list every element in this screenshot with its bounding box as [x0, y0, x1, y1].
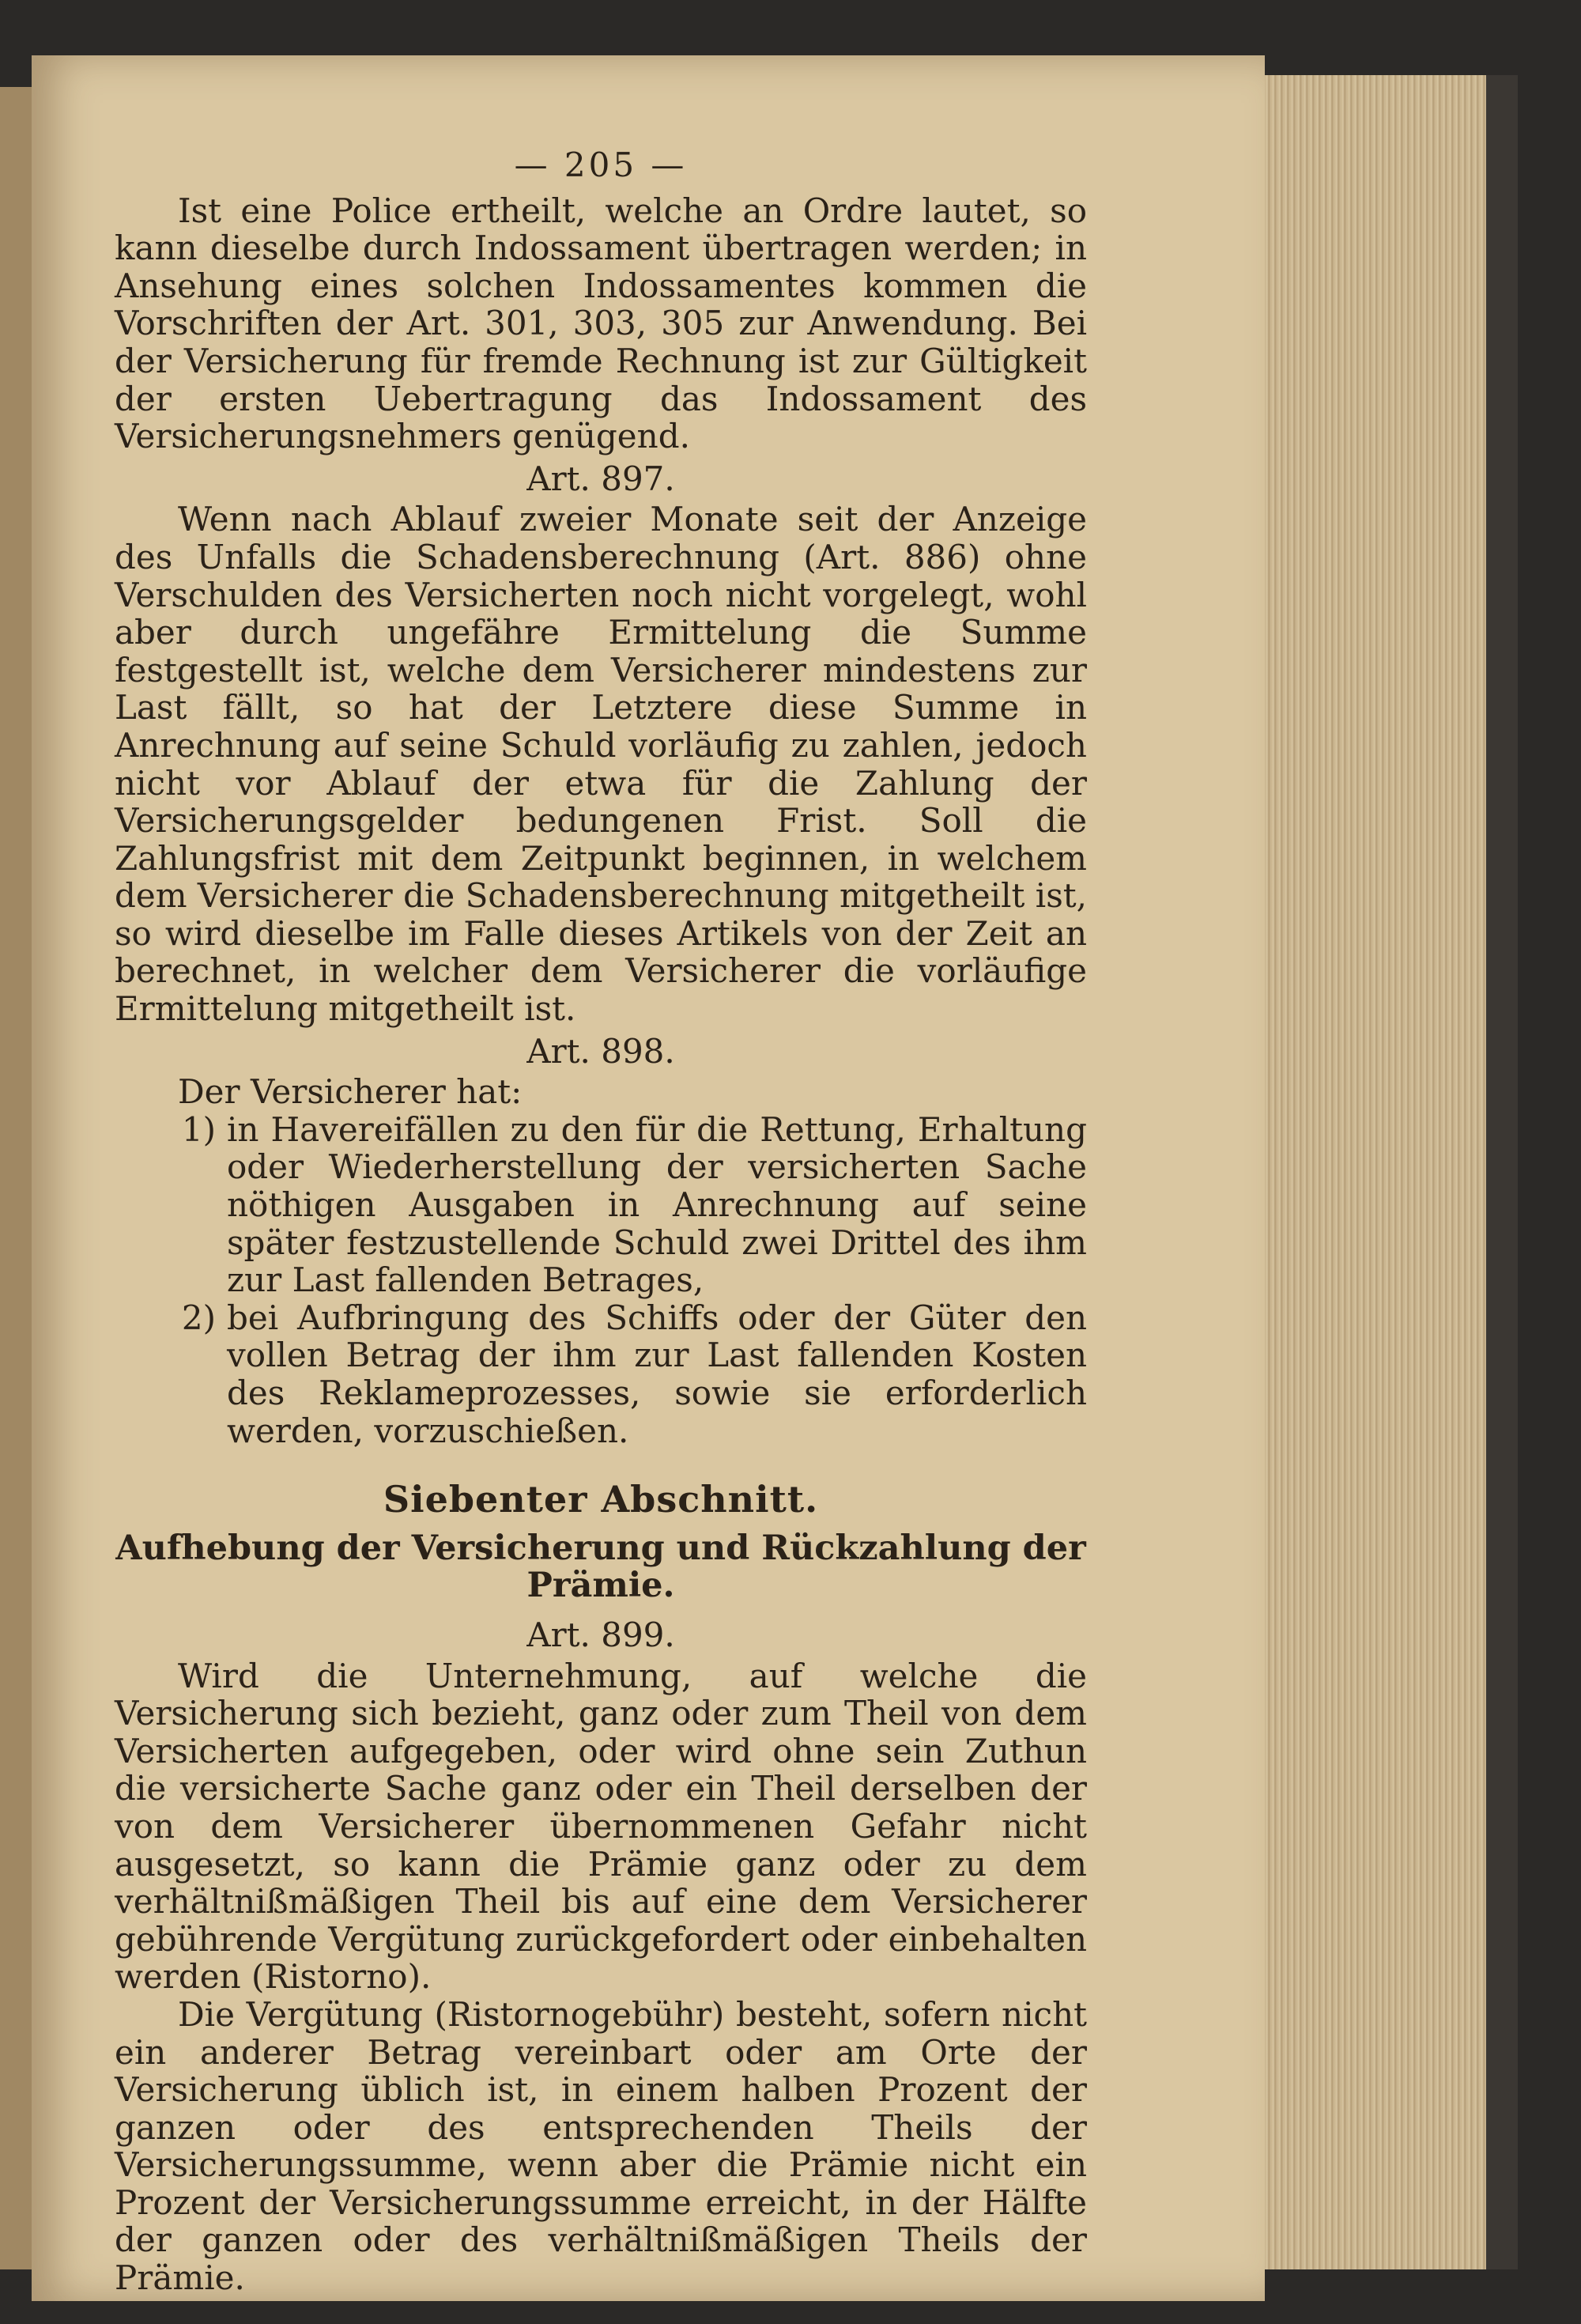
- article-heading-898: Art. 898.: [526, 1031, 675, 1071]
- article-heading-897: Art. 897.: [526, 459, 675, 498]
- page-number: — 205 —: [514, 145, 688, 184]
- paragraph-art-899-a: Wird die Unternehmung, auf welche die Versicherung sich bezieht, ganz oder zum Theil von dem Versicherten aufgegeben, oder wird ohne sein Zuthun die versicherte Sache ganz oder ein Theil derselben der von dem Versicherer übernommenen Gefahr nicht ausgesetzt, so kann die Prämie ganz oder zu dem verhältnißmäßigen Theil bis auf eine dem Versicherer gebührende Vergütung zurückgefordert oder einbehalten werden (Ristorno).: [115, 1656, 1087, 1997]
- list-item-text: bei Aufbringung des Schiffs oder der Güter den vollen Betrag der ihm zur Last fallenden Kosten des Reklameprozesses, sowie sie erforderlich werden, vorzuschießen.: [227, 1298, 1087, 1450]
- list-item-text: in Havereifällen zu den für die Rettung, Erhaltung oder Wiederherstellung der versicherten Sache nöthigen Ausgaben in Anrechnung auf seine später festzustellende Schuld zwei Drittel des ihm zur Last fallenden Betrages,: [227, 1109, 1087, 1300]
- page-text: [115, 146, 1087, 2297]
- list-item-number: 2): [181, 1298, 216, 1337]
- list-item: [115, 1299, 1087, 1449]
- list-item-number: 1): [181, 1109, 216, 1149]
- page-stack-edges: [1265, 75, 1502, 2269]
- paragraph-art-897: Wenn nach Ablauf zweier Monate seit der Anzeige des Unfalls die Schadensberechnung (Art. 886) ohne Verschulden des Versicherten noch nicht vorgelegt, wohl aber durch ungefähre Ermittelung die Summe festgestellt ist, welche dem Versicherer mindestens zur Last fällt, so hat der Letztere diese Summe in Anrechnung auf seine Schuld vorläufig zu zahlen, jedoch nicht vor Ablauf der etwa für die Zahlung der Versicherungsgelder bedungenen Frist. Soll die Zahlungsfrist mit dem Zeitpunkt beginnen, in welchem dem Versicherer die Schadensberechnung mitgetheilt ist, so wird dieselbe im Falle dieses Artikels von der Zeit an berechnet, in welcher dem Versicherer die vorläufige Ermittelung mitgetheilt ist.: [115, 500, 1087, 1029]
- list-item: [115, 1111, 1087, 1299]
- section-subtitle: Aufhebung der Versicherung und Rückzahlung der Prämie.: [115, 1528, 1086, 1606]
- article-heading-899: Art. 899.: [526, 1615, 675, 1654]
- paragraph-art-899-b: Die Vergütung (Ristornogebühr) besteht, sofern nicht ein anderer Betrag vereinbart oder am Orte der Versicherung üblich ist, in einem halben Prozent der ganzen oder des entsprechenden Theils der Versicherungssumme, wenn aber die Prämie nicht ein Prozent der Versicherungssumme erreicht, in der Hälfte der ganzen oder des verhältnißmäßigen Theils der Prämie.: [115, 1994, 1087, 2298]
- book-cover-edge: [1486, 75, 1518, 2269]
- paragraph-police-indossament: Ist eine Police ertheilt, welche an Ordre lautet, so kann dieselbe durch Indossament übertragen werden; in Ansehung eines solchen Indossamentes kommen die Vorschriften der Art. 301, 303, 305 zur Anwendung. Bei der Versicherung für fremde Rechnung ist zur Gültigkeit der ersten Uebertragung das Indossament des Versicherungsnehmers genügend.: [115, 191, 1087, 456]
- intro-art-898: Der Versicherer hat:: [178, 1072, 523, 1112]
- previous-page-edge: [0, 87, 32, 2269]
- section-title: Siebenter Abschnitt.: [383, 1478, 819, 1521]
